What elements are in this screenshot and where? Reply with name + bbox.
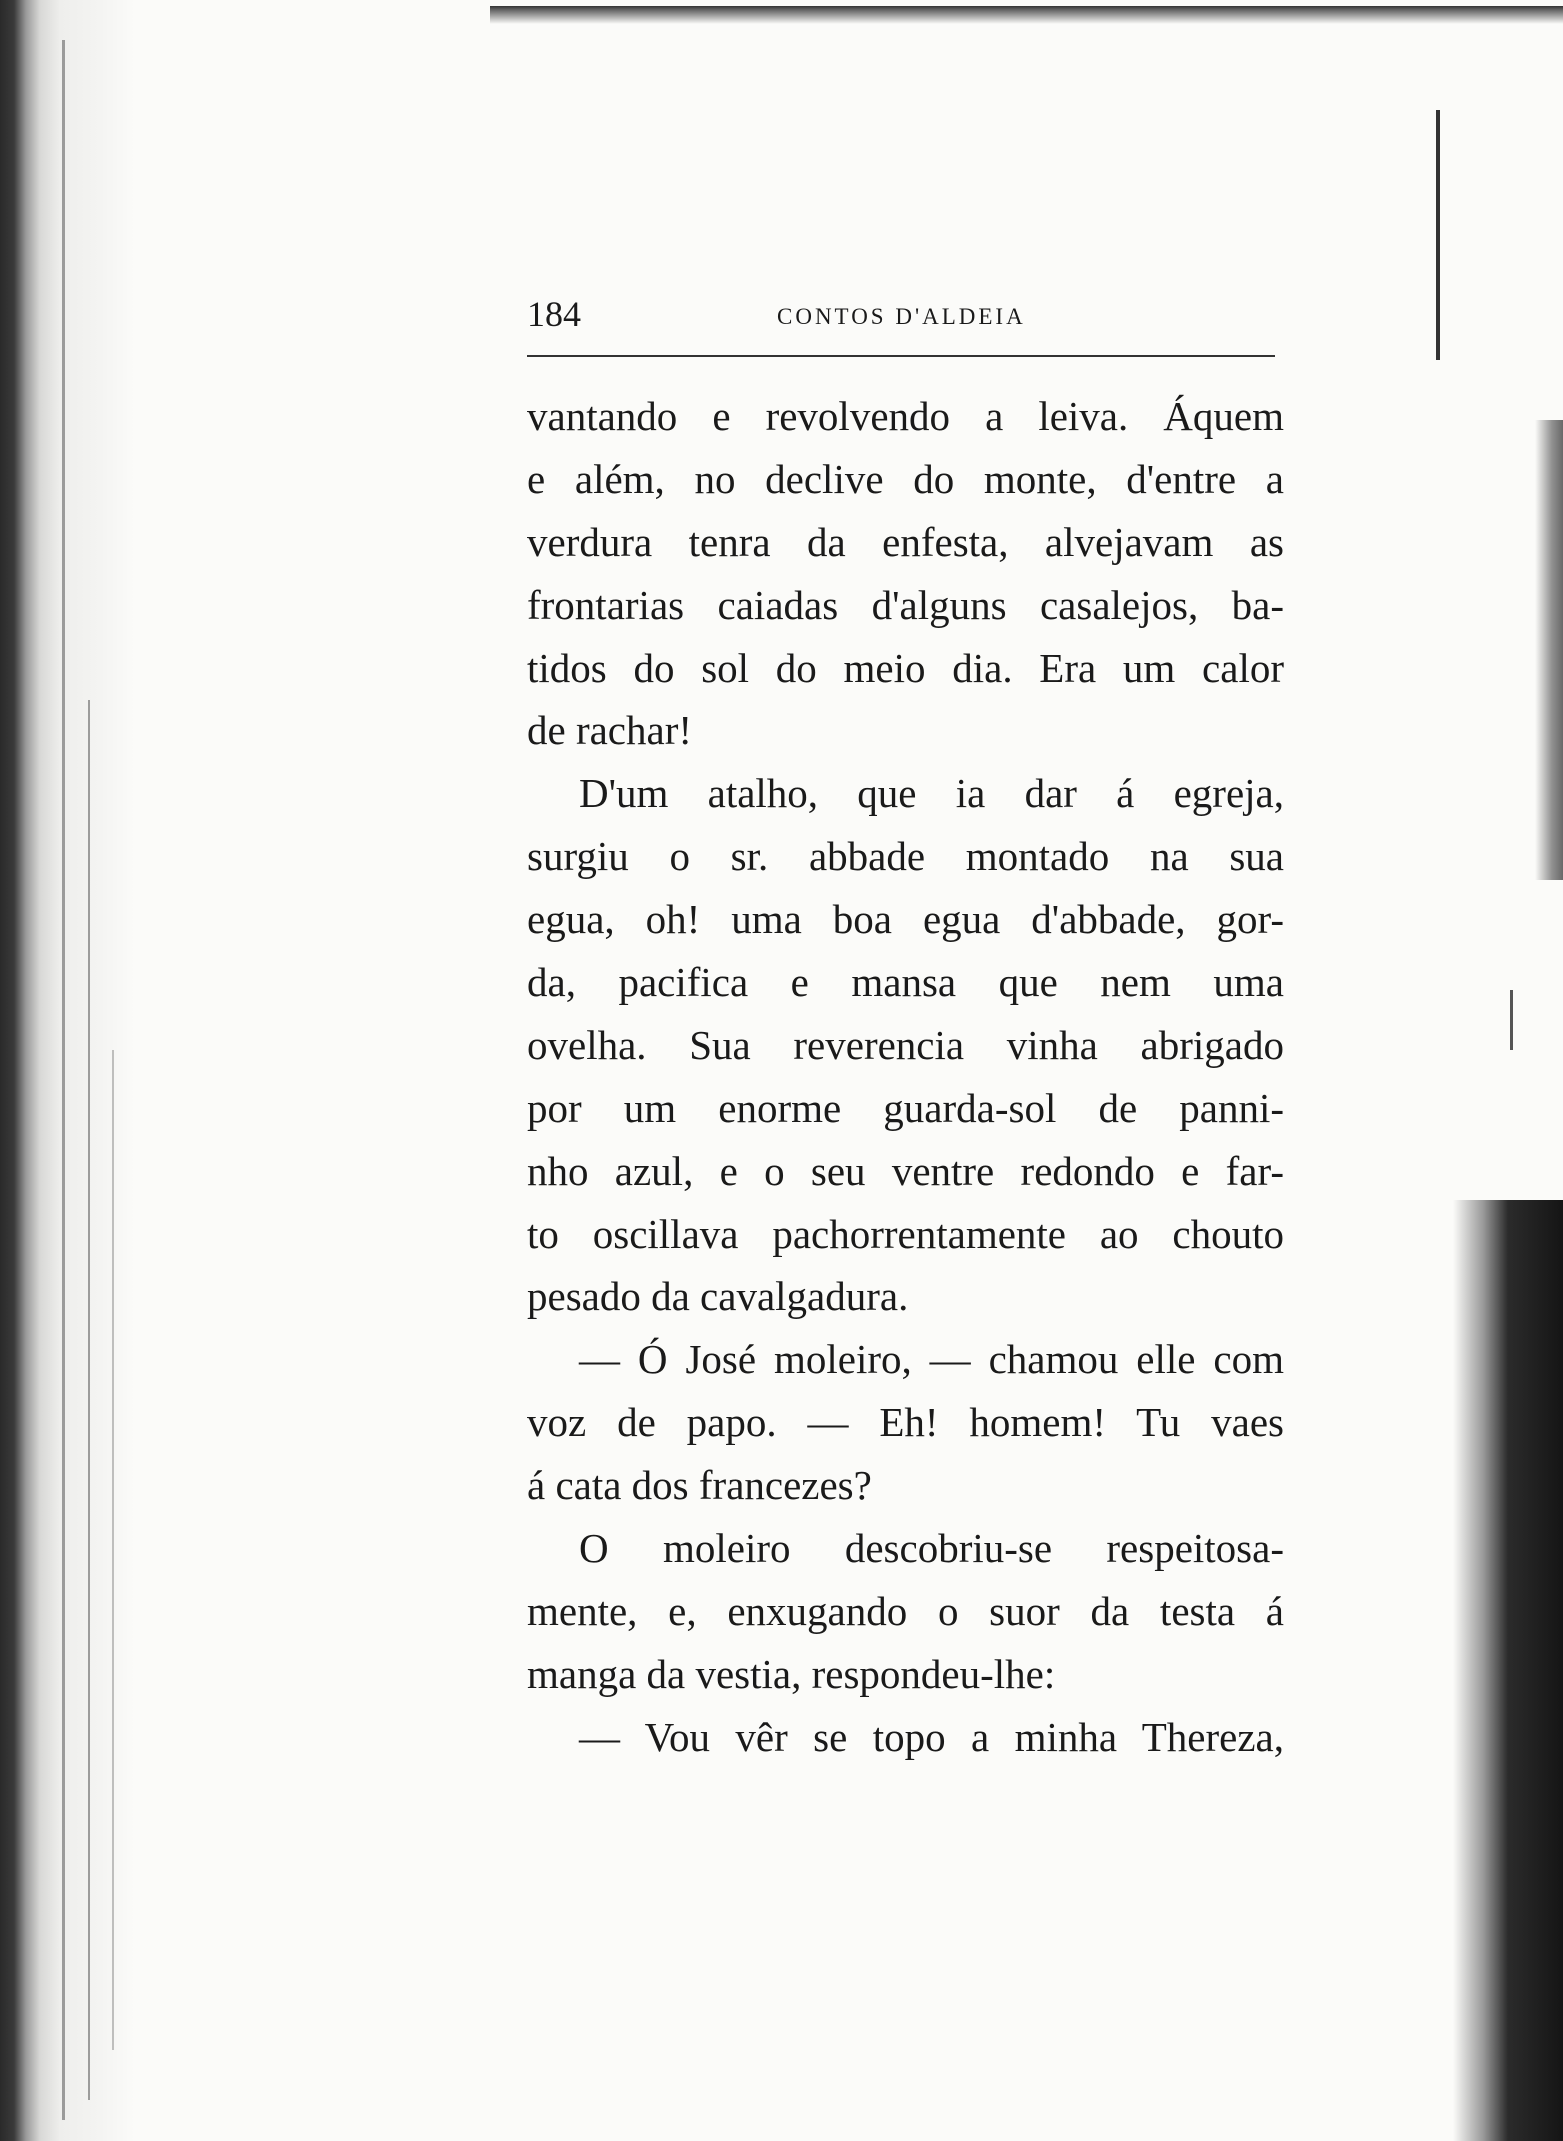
page-header bbox=[527, 292, 1275, 342]
text-line: por um enorme guarda-sol de panni- bbox=[527, 1084, 1284, 1131]
text-line: pesado da cavalgadura. bbox=[527, 1273, 909, 1320]
running-head: CONTOS D'ALDEIA bbox=[777, 304, 1026, 329]
text-line: mente, e, enxugando o suor da testa á bbox=[527, 1587, 1284, 1634]
text-line: nho azul, e o seu ventre redondo e far- bbox=[527, 1147, 1284, 1194]
text-line: — Vou vêr se topo a minha Thereza, bbox=[579, 1713, 1284, 1760]
scan-streak bbox=[62, 40, 65, 2120]
text-line: tidos do sol do meio dia. Era um calor bbox=[527, 644, 1284, 691]
text-line: frontarias caiadas d'alguns casalejos, ba- bbox=[527, 581, 1284, 628]
text-line: da, pacifica e mansa que nem uma bbox=[527, 959, 1284, 1006]
text-line: — Ó José moleiro, — chamou elle com bbox=[579, 1336, 1284, 1383]
text-line: egua, oh! uma boa egua d'abbade, gor- bbox=[527, 896, 1284, 943]
scan-left-edge bbox=[0, 0, 135, 2141]
scan-top-line bbox=[490, 6, 1563, 24]
text-line: manga da vestia, respondeu-lhe: bbox=[527, 1650, 1056, 1697]
text-line: O moleiro descobriu-se respeitosa- bbox=[579, 1525, 1284, 1572]
text-line: ovelha. Sua reverencia vinha abrigado bbox=[527, 1021, 1284, 1068]
scan-streak bbox=[88, 700, 90, 2100]
text-line: e além, no declive do monte, d'entre a bbox=[527, 455, 1284, 502]
scan-streak bbox=[112, 1050, 114, 2050]
scan-right-edge-upper bbox=[1535, 420, 1563, 880]
text-line: á cata dos francezes? bbox=[527, 1462, 872, 1509]
scan-mark bbox=[1436, 110, 1440, 360]
text-line: surgiu o sr. abbade montado na sua bbox=[527, 833, 1284, 880]
text-line: verdura tenra da enfesta, alvejavam as bbox=[527, 518, 1284, 565]
scan-mark bbox=[1510, 990, 1513, 1050]
page-number: 184 bbox=[527, 294, 581, 334]
text-line: voz de papo. — Eh! homem! Tu vaes bbox=[527, 1399, 1284, 1446]
scan-right-edge bbox=[1453, 1200, 1563, 2141]
header-rule bbox=[527, 355, 1275, 357]
text-line: D'um atalho, que ia dar á egreja, bbox=[579, 770, 1284, 817]
body-text bbox=[527, 385, 1284, 1769]
text-line: vantando e revolvendo a leiva. Áquem bbox=[527, 393, 1284, 439]
text-line: to oscillava pachorrentamente ao chouto bbox=[527, 1210, 1284, 1257]
text-line: de rachar! bbox=[527, 707, 693, 754]
